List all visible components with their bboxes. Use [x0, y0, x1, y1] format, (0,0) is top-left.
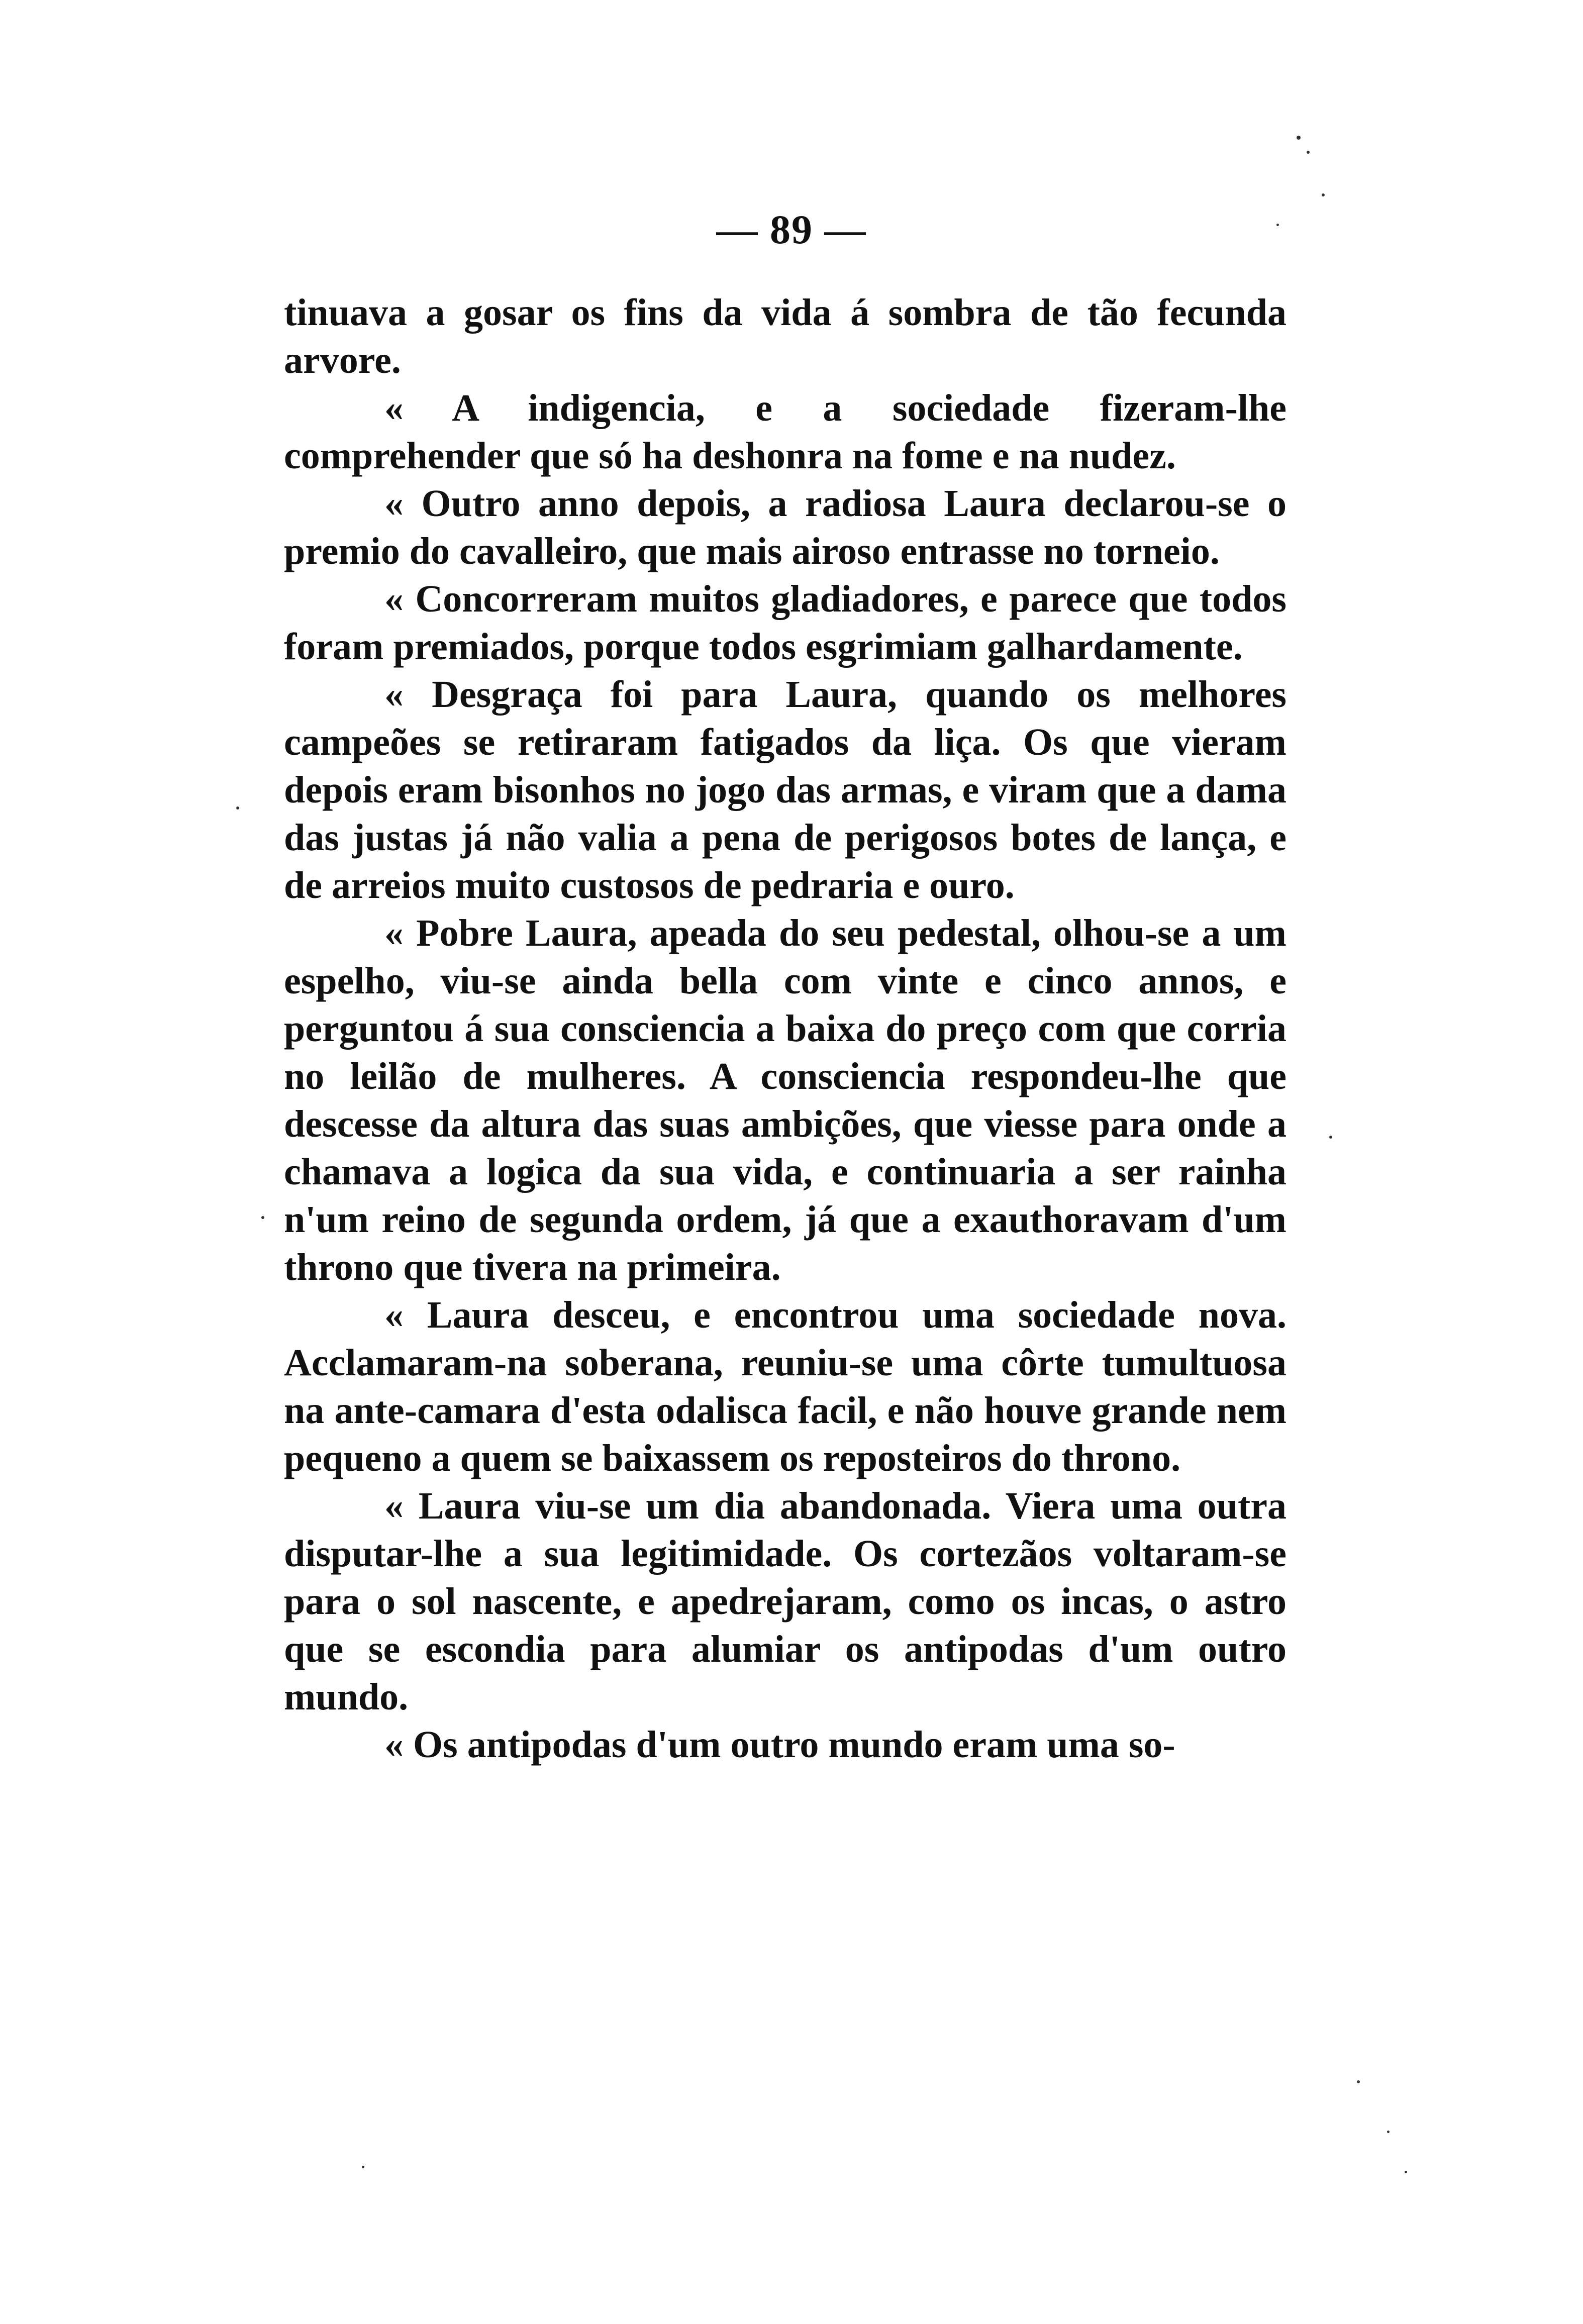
paragraph-9: « Os antipodas d'um outro mundo eram uma so-	[384, 1724, 1175, 1766]
scan-speck	[362, 2166, 364, 2168]
scan-speck	[1357, 2080, 1360, 2083]
paragraph-4: « Concorreram muitos gladiadores, e parece que todos foram premiados, porque todos esgrimiam galhardamente.	[284, 578, 1287, 668]
paragraph-8: « Laura viu-se um dia abandonada. Viera uma outra disputar-lhe a sua legitimidade. Os cortezãos voltaram-se para o sol nascente, e apedrejaram, como os incas, o astro que se escondia para alumiar os antipodas d'um outro mundo.	[284, 1485, 1287, 1718]
scan-speck	[1387, 2131, 1390, 2133]
page-number: — 89 —	[716, 207, 867, 252]
scan-speck	[1297, 136, 1301, 140]
scan-speck	[1329, 1136, 1332, 1139]
paragraph-2: « A indigencia, e a sociedade fizeram-lhe comprehender que só ha deshonra na fome e na nudez.	[284, 387, 1287, 477]
scan-speck	[236, 806, 239, 810]
body-text	[284, 289, 1287, 1769]
paragraph-7: « Laura desceu, e encontrou uma sociedade nova. Acclamaram-na soberana, reuniu-se uma côrte tumultuosa na ante-camara d'esta odalisca facil, e não houve grande nem pequeno a quem se baixassem os reposteiros do throno.	[284, 1294, 1287, 1479]
paragraph-1: tinuava a gosar os fins da vida á sombra de tão fecunda arvore.	[284, 291, 1287, 381]
paragraph-6: « Pobre Laura, apeada do seu pedestal, olhou-se a um espelho, viu-se ainda bella com vinte e cinco annos, e perguntou á sua consciencia a baixa do preço com que corria no leilão de mulheres. A consciencia respondeu-lhe que descesse da altura das suas ambições, que viesse para onde a chamava a logica da sua vida, e continuaria a ser rainha n'um reino de segunda ordem, já que a exauthoravam d'um throno que tivera na primeira.	[284, 912, 1287, 1288]
scan-speck	[1405, 2171, 1407, 2173]
paragraph-3: « Outro anno depois, a radiosa Laura declarou-se o premio do cavalleiro, que mais airoso entrasse no torneio.	[284, 482, 1287, 572]
scan-speck	[1276, 224, 1279, 226]
scan-speck	[1307, 151, 1310, 154]
paragraph-5: « Desgraça foi para Laura, quando os melhores campeões se retiraram fatigados da liça. Os que vieram depois eram bisonhos no jogo das armas, e viram que a dama das justas já não valia a pena de perigosos botes de lança, e de arreios muito custosos de pedraria e ouro.	[284, 673, 1287, 906]
scan-speck	[1322, 193, 1325, 196]
scan-speck	[261, 1216, 264, 1219]
